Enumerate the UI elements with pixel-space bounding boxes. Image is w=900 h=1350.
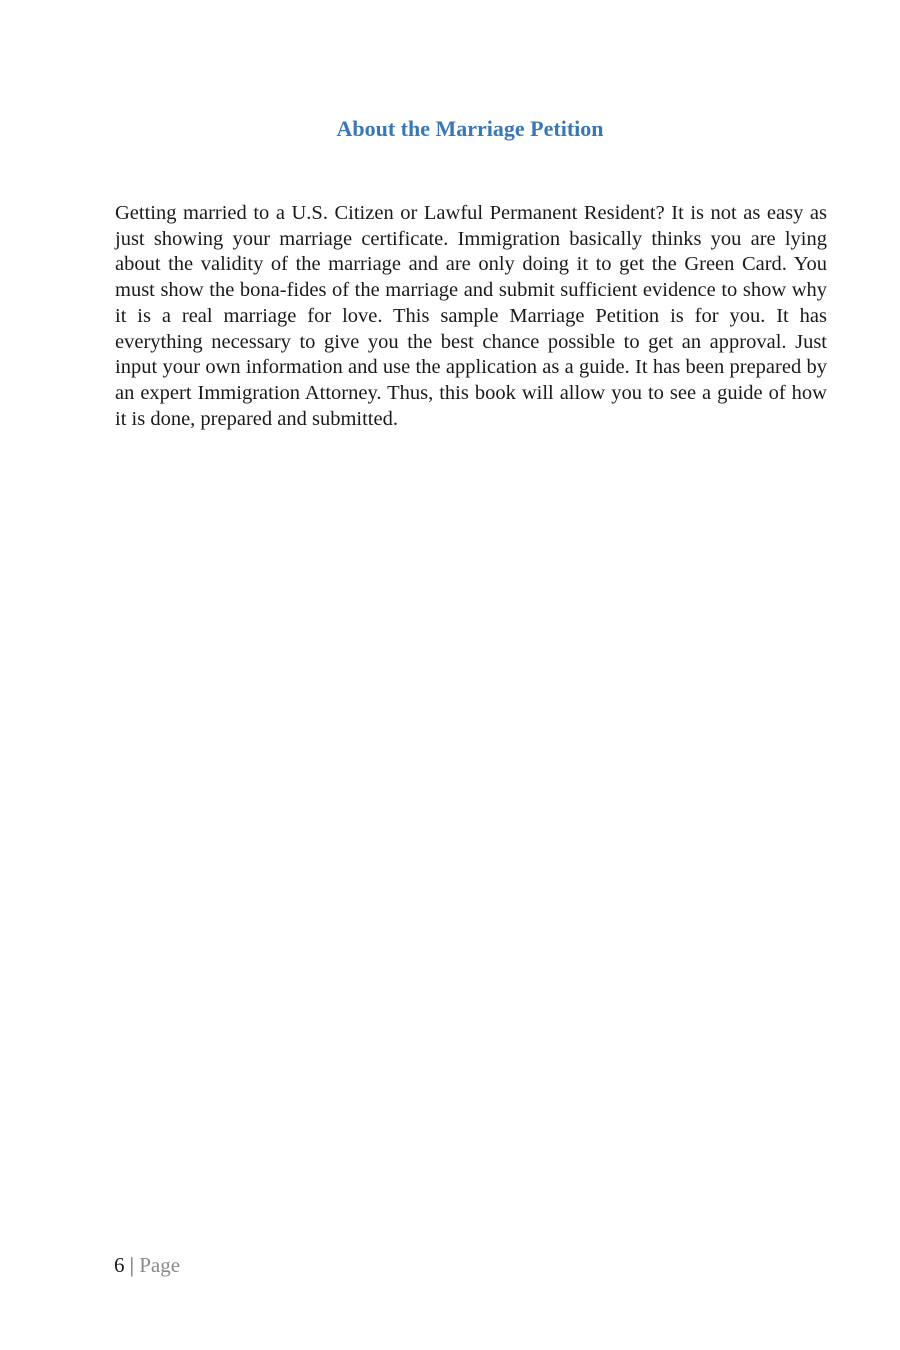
footer-separator: | <box>129 1253 134 1277</box>
footer-page-label: Page <box>139 1253 181 1277</box>
page-footer <box>114 1253 180 1278</box>
page-number: 6 <box>114 1253 125 1277</box>
body-paragraph: Getting married to a U.S. Citizen or Lawful Permanent Resident? It is not as easy as just showing your marriage certificate. Immigration basically thinks you are lying about the validity of the marriage and are only doing it to get the Green Card. You must show the bona-fides of the marriage and submit sufficient evidence to show why it is a real marriage for love. This sample Marriage Petition is for you. It has everything necessary to give you the best chance possible to get an approval. Just input your own information and use the application as a guide. It has been prepared by an expert Immigration Attorney. Thus, this book will allow you to see a guide of how it is done, prepared and submitted. <box>115 202 827 430</box>
page-title: About the Marriage Petition <box>336 116 604 141</box>
